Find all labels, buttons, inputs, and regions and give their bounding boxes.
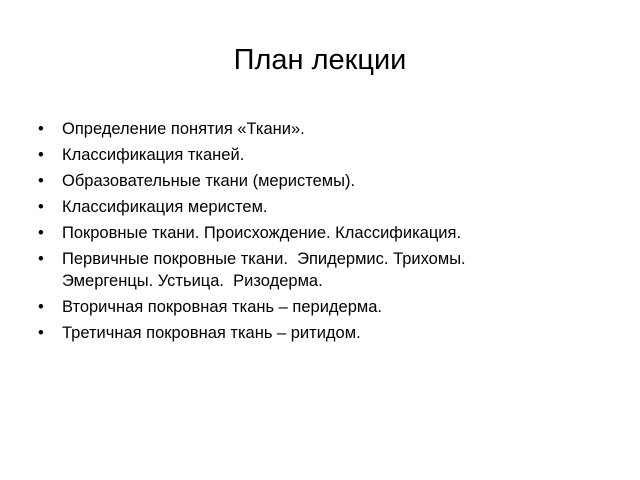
bullet-icon: • bbox=[38, 120, 44, 138]
bullet-icon: • bbox=[38, 298, 44, 316]
slide-title: План лекции bbox=[233, 44, 407, 76]
list-item-text: Вторичная покровная ткань – перидерма. bbox=[62, 298, 383, 316]
list-item bbox=[38, 170, 618, 192]
list-item bbox=[38, 118, 618, 140]
list-item bbox=[38, 248, 618, 292]
bullet-icon: • bbox=[38, 198, 44, 216]
list-item bbox=[38, 296, 618, 318]
list-item-text: Определение понятия «Ткани». bbox=[62, 120, 305, 138]
list-item-text: Классификация меристем. bbox=[62, 198, 268, 216]
bullet-icon: • bbox=[38, 324, 44, 342]
list-item-text: Покровные ткани. Происхождение. Классификация. bbox=[62, 224, 462, 242]
list-item-text: Первичные покровные ткани. Эпидермис. Трихомы. Эмергенцы. Устьица. Ризодерма. bbox=[62, 250, 466, 290]
list-item bbox=[38, 322, 618, 344]
list-item bbox=[38, 222, 618, 244]
bullet-icon: • bbox=[38, 224, 44, 242]
bullet-list bbox=[38, 118, 618, 348]
list-item-text: Образовательные ткани (меристемы). bbox=[62, 172, 356, 190]
list-item bbox=[38, 144, 618, 166]
bullet-icon: • bbox=[38, 172, 44, 190]
bullet-icon: • bbox=[38, 250, 44, 268]
bullet-icon: • bbox=[38, 146, 44, 164]
list-item-text: Классификация тканей. bbox=[62, 146, 245, 164]
list-item-text: Третичная покровная ткань – ритидом. bbox=[62, 324, 361, 342]
list-item bbox=[38, 196, 618, 218]
